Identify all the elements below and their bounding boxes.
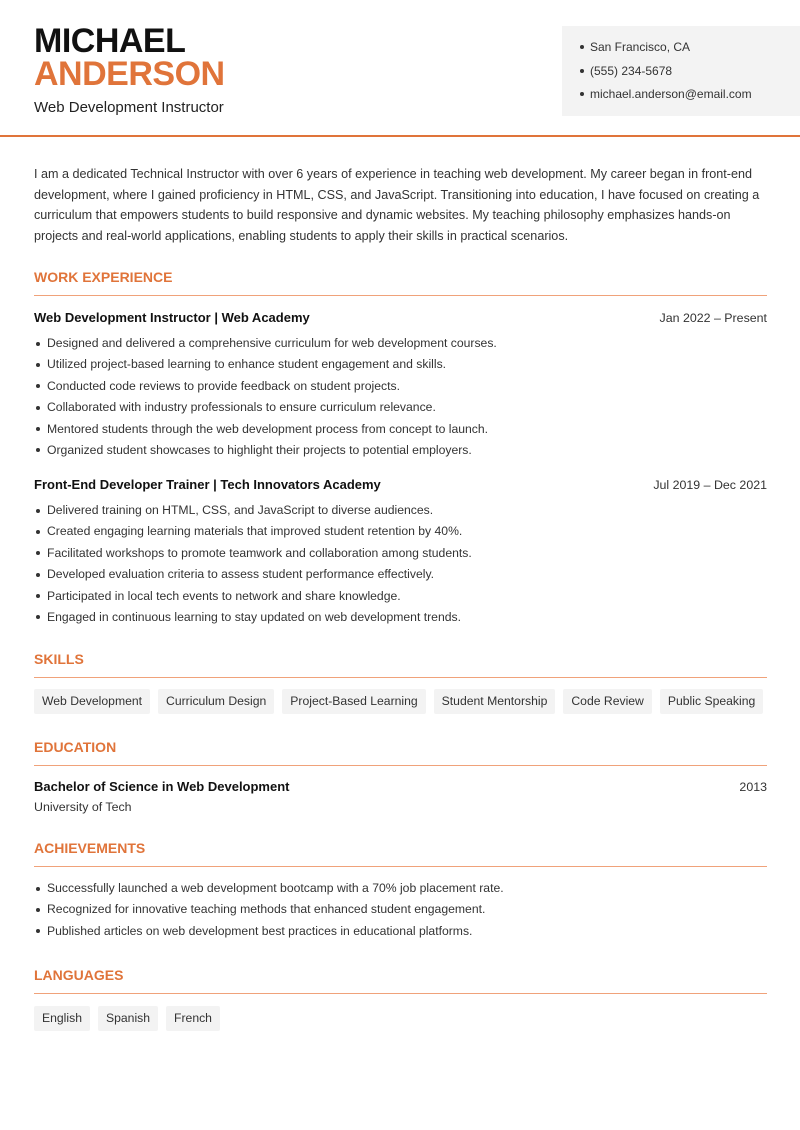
skill-tag: Code Review [563, 689, 651, 714]
list-item: Created engaging learning materials that improved student retention by 40%. [34, 521, 767, 542]
list-item: Delivered training on HTML, CSS, and JavaScript to diverse audiences. [34, 500, 767, 521]
list-item: Engaged in continuous learning to stay updated on web development trends. [34, 607, 767, 628]
contact-phone: (555) 234-5678 [580, 60, 800, 84]
section-title-achievements: ACHIEVEMENTS [34, 839, 767, 867]
graduation-year: 2013 [739, 780, 767, 794]
section-title-work-experience: WORK EXPERIENCE [34, 268, 767, 296]
list-item: Facilitated workshops to promote teamwork and collaboration among students. [34, 543, 767, 564]
languages-tag-list [34, 1006, 774, 1031]
list-item: Mentored students through the web development process from concept to launch. [34, 419, 767, 440]
contact-location: San Francisco, CA [580, 36, 800, 60]
job-entry-header [34, 476, 767, 494]
skills-tag-list [34, 689, 774, 714]
list-item: Organized student showcases to highlight their projects to potential employers. [34, 440, 767, 461]
language-tag: English [34, 1006, 90, 1031]
contact-box [562, 26, 800, 116]
list-item: Successfully launched a web development bootcamp with a 70% job placement rate. [34, 878, 767, 899]
section-title-languages: LANGUAGES [34, 966, 767, 994]
last-name: ANDERSON [34, 55, 225, 93]
list-item: Participated in local tech events to network and share knowledge. [34, 586, 767, 607]
first-name: MICHAEL [34, 22, 186, 60]
job-title-company: Web Development Instructor | Web Academy [34, 310, 310, 325]
job-bullet-list [34, 333, 767, 461]
skill-tag: Web Development [34, 689, 150, 714]
list-item: Conducted code reviews to provide feedback on student projects. [34, 376, 767, 397]
achievements-list [34, 878, 767, 942]
list-item: Designed and delivered a comprehensive curriculum for web development courses. [34, 333, 767, 354]
list-item: Utilized project-based learning to enhance student engagement and skills. [34, 354, 767, 375]
job-dates: Jan 2022 – Present [659, 311, 767, 325]
list-item: Recognized for innovative teaching methods that enhanced student engagement. [34, 899, 767, 920]
job-title-company: Front-End Developer Trainer | Tech Innovators Academy [34, 477, 381, 492]
degree-name: Bachelor of Science in Web Development [34, 779, 290, 794]
list-item: Developed evaluation criteria to assess student performance effectively. [34, 564, 767, 585]
skill-tag: Student Mentorship [434, 689, 556, 714]
section-title-education: EDUCATION [34, 738, 767, 766]
list-item: Published articles on web development best practices in educational platforms. [34, 921, 767, 942]
job-bullet-list [34, 500, 767, 628]
resume-header [0, 0, 800, 137]
contact-email[interactable]: michael.anderson@email.com [580, 83, 800, 107]
school-name: University of Tech [34, 800, 132, 814]
language-tag: Spanish [98, 1006, 158, 1031]
job-title: Web Development Instructor [34, 99, 224, 116]
job-entry-header [34, 309, 767, 327]
education-entry-header [34, 778, 767, 796]
profile-summary: I am a dedicated Technical Instructor with over 6 years of experience in teaching web development. My career began in front-end development, where I gained proficiency in HTML, CSS, and JavaScript. Transitioning into education, I have focused on creating a curriculum that empowers students to build responsive and dynamic websites. My teaching philosophy emphasizes hands-on projects and real-world applications, enabling students to apply their skills in practical scenarios. [34, 167, 760, 243]
skill-tag: Project-Based Learning [282, 689, 425, 714]
skill-tag: Public Speaking [660, 689, 763, 714]
list-item: Collaborated with industry professionals to ensure curriculum relevance. [34, 397, 767, 418]
section-title-skills: SKILLS [34, 650, 767, 678]
skill-tag: Curriculum Design [158, 689, 274, 714]
job-dates: Jul 2019 – Dec 2021 [653, 478, 767, 492]
language-tag: French [166, 1006, 220, 1031]
